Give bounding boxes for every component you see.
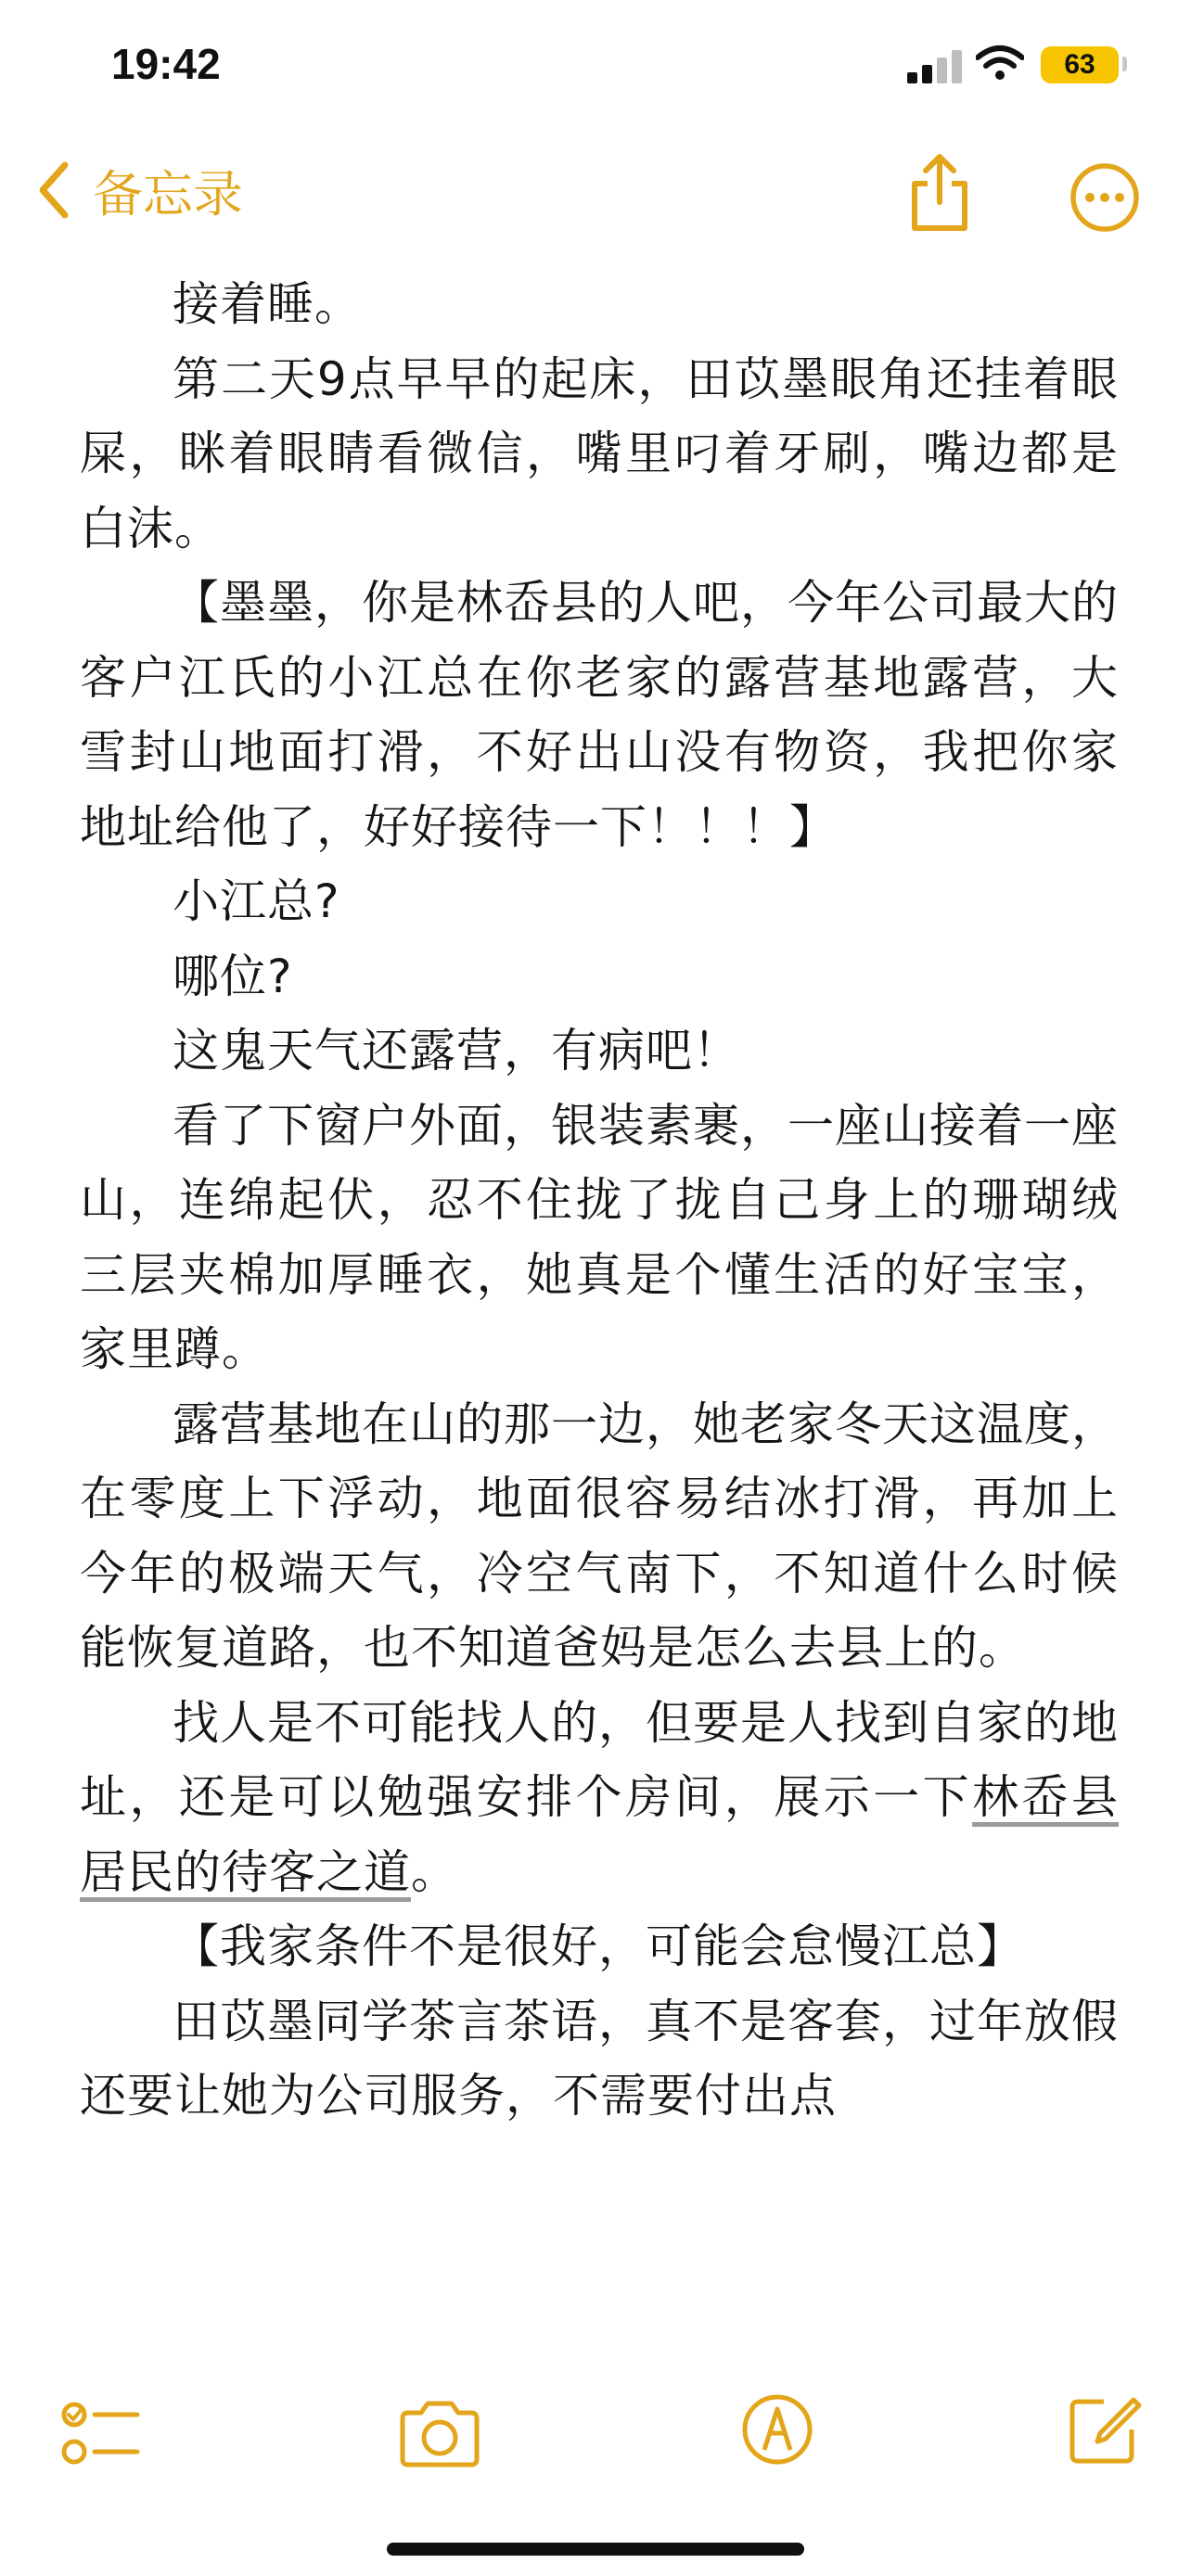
home-indicator[interactable] [387, 2543, 804, 2556]
cellular-signal-icon [907, 48, 963, 83]
note-paragraph: 田苡墨同学茶言茶语，真不是客套，过年放假还要让她为公司服务，不需要付出点 [80, 1994, 1119, 2123]
underlined-phrase: 林岙县居民的待客之道 [80, 1770, 1120, 1899]
wifi-icon [976, 45, 1024, 82]
camera-icon[interactable] [397, 2400, 482, 2468]
more-icon[interactable] [1069, 161, 1141, 234]
note-paragraph: 【我家条件不是很好，可能会怠慢江总】 [173, 1919, 1024, 1973]
note-paragraph: 露营基地在山的那一边，她老家冬天这温度，在零度上下浮动，地面很容易结冰打滑，再加上今年的极端天气，冷空气南下，不知道什么时候能恢复道路，也不知道爸妈是怎么去县上的。 [80, 1396, 1119, 1675]
battery-indicator: 63 [1041, 46, 1119, 83]
share-icon[interactable] [907, 150, 972, 234]
back-label: 备忘录 [93, 164, 243, 223]
paragraph-text: 找人是不可能找人的，但要是人找到自家的地址，还是可以勉强安排个房间，展示一下 [80, 1695, 1119, 1824]
navigation-bar [0, 130, 1191, 250]
note-body[interactable] [80, 267, 1119, 2134]
note-paragraph: 看了下窗户外面，银装素裹，一座山接着一座山，连绵起伏，忍不住拢了拢自己身上的珊瑚绒三层夹棉加厚睡衣，她真是个懂生活的好宝宝，家里蹲。 [80, 1098, 1119, 1376]
note-paragraph: 哪位? [173, 949, 293, 1003]
status-time: 19:42 [111, 40, 221, 88]
markup-icon[interactable] [740, 2392, 814, 2467]
checklist-icon[interactable] [61, 2396, 141, 2470]
paragraph-end: 。 [411, 1844, 458, 1899]
note-paragraph: 第二天9点早早的起床，田苡墨眼角还挂着眼屎，眯着眼睛看微信，嘴里叼着牙刷，嘴边都是白沫。 [80, 351, 1119, 555]
compose-icon[interactable] [1067, 2391, 1143, 2467]
note-paragraph: 这鬼天气还露营，有病吧！ [173, 1024, 740, 1078]
note-paragraph: 【墨墨，你是林岙县的人吧，今年公司最大的客户江氏的小江总在你老家的露营基地露营，大雪封山地面打滑，不好出山没有物资，我把你家地址给他了，好好接待一下！！！】 [80, 576, 1119, 854]
back-button[interactable] [35, 158, 243, 223]
status-bar [0, 0, 1191, 130]
note-paragraph [80, 1686, 1119, 1910]
bottom-toolbar [0, 2365, 1191, 2494]
note-paragraph: 接着睡。 [173, 277, 362, 331]
chevron-left-icon [35, 158, 72, 223]
note-paragraph: 小江总? [173, 874, 340, 928]
battery-tip [1122, 57, 1127, 71]
